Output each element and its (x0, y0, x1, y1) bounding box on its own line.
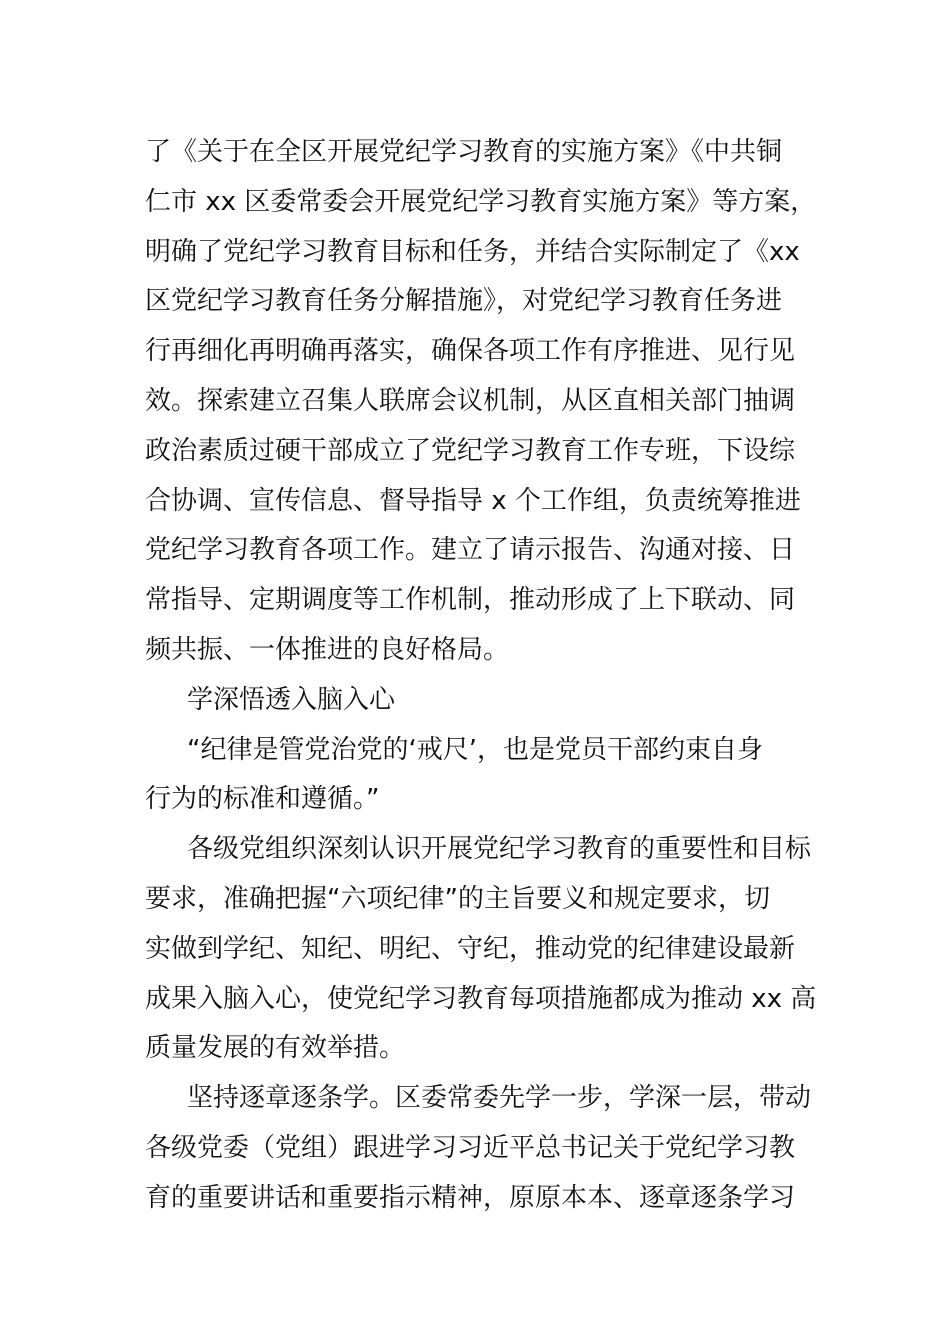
text-line: 坚持逐章逐条学。区委常委先学一步，学深一层，带动 (187, 1083, 812, 1114)
text-line: 各级党委（党组）跟进学习习近平总书记关于党纪学习教 (145, 1132, 796, 1163)
text-line: 明确了党纪学习教育目标和任务，并结合实际制定了《xx (145, 236, 800, 267)
quote-line: 行为的标准和遵循。” (145, 784, 380, 815)
text-line: 常指导、定期调度等工作机制，推动形成了上下联动、同 (145, 585, 796, 616)
text-line: 行再细化再明确再落实，确保各项工作有序推进、见行见 (145, 336, 796, 367)
text-line: 成果入脑入心，使党纪学习教育每项措施都成为推动 xx 高 (145, 983, 817, 1014)
body-text (145, 128, 817, 1224)
text-line: 质量发展的有效举措。 (145, 1033, 406, 1064)
text-line: 党纪学习教育各项工作。建立了请示报告、沟通对接、日 (145, 535, 796, 566)
text-line: 各级党组织深刻认识开展党纪学习教育的重要性和目标 (187, 834, 812, 865)
text-line: 合协调、宣传信息、督导指导 x 个工作组，负责统筹推进 (145, 485, 801, 516)
text-line: 区党纪学习教育任务分解措施》，对党纪学习教育任务进 (145, 286, 783, 317)
text-line: 育的重要讲话和重要指示精神，原原本本、逐章逐条学习 (145, 1182, 796, 1213)
text-line: 效。探索建立召集人联席会议机制，从区直相关部门抽调 (145, 385, 796, 416)
text-line: 政治素质过硬干部成立了党纪学习教育工作专班，下设综 (145, 435, 796, 466)
text-line: 频共振、一体推进的良好格局。 (145, 634, 510, 665)
text-line: 了《关于在全区开展党纪学习教育的实施方案》《中共铜 (145, 137, 783, 167)
text-line: 实做到学纪、知纪、明纪、守纪，推动党的纪律建设最新 (145, 933, 796, 964)
text-line: 要求，准确把握“六项纪律”的主旨要义和规定要求，切 (145, 883, 770, 914)
text-line: 仁市 xx 区委常委会开展党纪学习教育实施方案》等方案， (145, 186, 817, 217)
section-heading: 学深悟透入脑入心 (187, 684, 396, 715)
quote-line: “纪律是管党治党的‘戒尺’，也是党员干部约束自身 (187, 734, 763, 765)
